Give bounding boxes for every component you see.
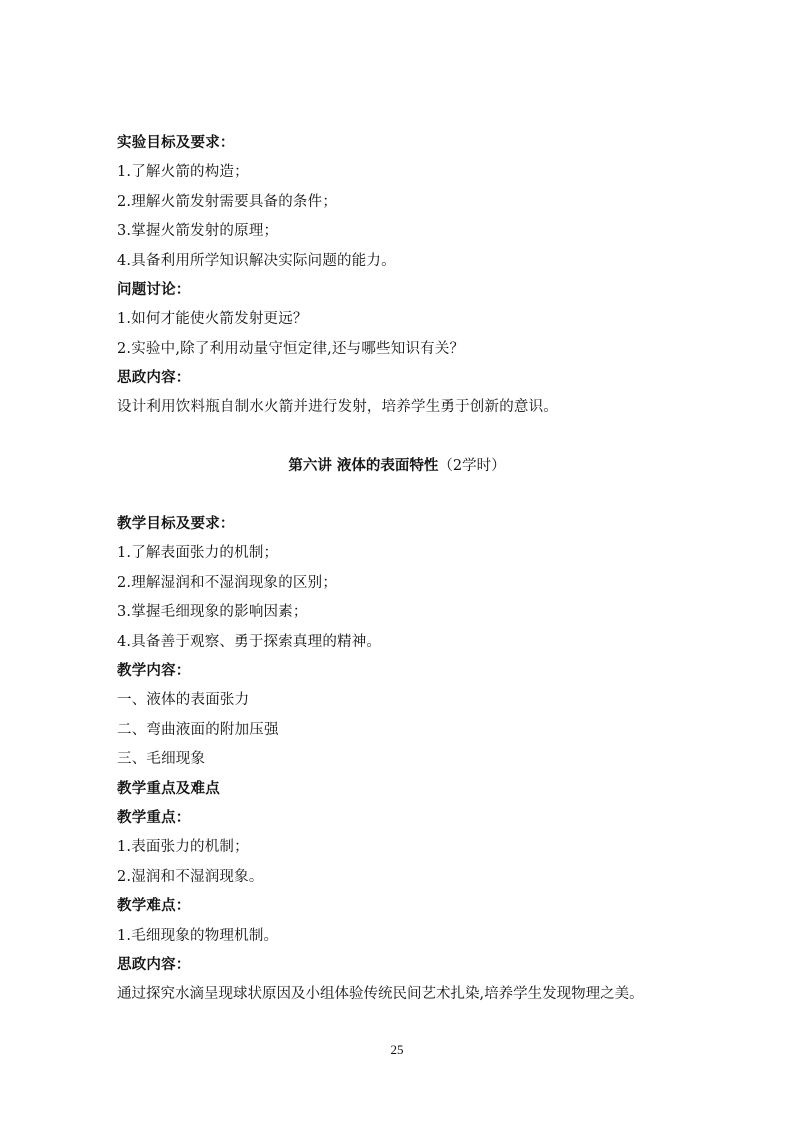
- teaching-goal-item: 4.具备善于观察、勇于探索真理的精神。: [117, 634, 382, 650]
- ideology-heading: 思政内容：: [117, 957, 191, 973]
- chapter-title: [0, 456, 794, 476]
- key-points-heading: 教学重点：: [117, 810, 191, 826]
- difficult-points-heading: 教学难点：: [117, 898, 191, 914]
- experiment-goal-item: 4.具备利用所学知识解决实际问题的能力。: [117, 253, 396, 269]
- key-point-item: 1.表面张力的机制；: [117, 839, 249, 855]
- chapter-title-text: 第六讲 液体的表面特性: [288, 458, 439, 474]
- ideology-text: 设计利用饮料瓶自制水火箭并进行发射，培养学生勇于创新的意识。: [117, 399, 558, 415]
- teaching-goal-item: 3.掌握毛细现象的影响因素；: [117, 604, 308, 620]
- teaching-goal-item: 1.了解表面张力的机制；: [117, 545, 279, 561]
- experiment-goals-heading: 实验目标及要求：: [117, 135, 235, 151]
- teaching-goals-heading: 教学目标及要求：: [117, 516, 235, 532]
- difficult-point-item: 1.毛细现象的物理机制。: [117, 928, 279, 944]
- discussion-item: 2.实验中,除了利用动量守恒定律,还与哪些知识有关？: [117, 341, 465, 357]
- teaching-content-item: 三、毛细现象: [117, 751, 206, 767]
- key-point-item: 2.湿润和不湿润现象。: [117, 869, 264, 885]
- experiment-goal-item: 1.了解火箭的构造；: [117, 164, 249, 180]
- ideology-heading: 思政内容：: [117, 370, 191, 386]
- teaching-content-item: 一、液体的表面张力: [117, 692, 250, 708]
- experiment-goal-item: 3.掌握火箭发射的原理；: [117, 223, 279, 239]
- chapter-hours: （2学时）: [438, 458, 506, 474]
- page-number: 25: [390, 1042, 404, 1057]
- keypoints-heading: 教学重点及难点: [117, 781, 220, 797]
- teaching-content-item: 二、弯曲液面的附加压强: [117, 722, 279, 738]
- discussion-item: 1.如何才能使火箭发射更远？: [117, 311, 308, 327]
- discussion-heading: 问题讨论：: [117, 282, 191, 298]
- teaching-goal-item: 2.理解湿润和不湿润现象的区别；: [117, 575, 338, 591]
- teaching-content-heading: 教学内容：: [117, 663, 191, 679]
- experiment-goal-item: 2.理解火箭发射需要具备的条件；: [117, 194, 338, 210]
- ideology-text: 通过探究水滴呈现球状原因及小组体验传统民间艺术扎染,培养学生发现物理之美。: [117, 986, 644, 1002]
